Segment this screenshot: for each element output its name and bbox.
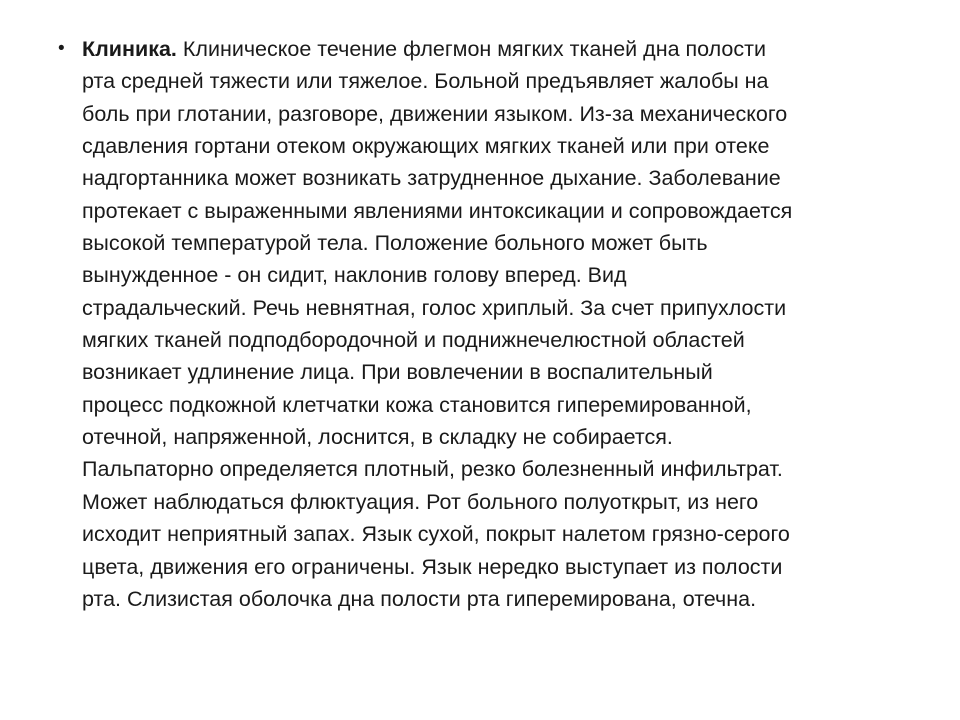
text-line-17: цвета, движения его ограничены. Язык нередко выступает из полости (82, 554, 783, 579)
bullet-item-clinic (58, 33, 918, 615)
text-line-15: Может наблюдаться флюктуация. Рот больного полуоткрыт, из него (82, 489, 759, 514)
text-line-12: процесс подкожной клетчатки кожа становится гиперемированной, (82, 392, 752, 417)
text-line-16: исходит неприятный запах. Язык сухой, покрыт налетом грязно-серого (82, 522, 790, 547)
text-line-3: боль при глотании, разговоре, движении языком. Из-за механического (82, 101, 788, 126)
text-line-18: рта. Слизистая оболочка дна полости рта гиперемирована, отечна. (82, 586, 757, 611)
text-line-4: сдавления гортани отеком окружающих мягких тканей или при отеке (82, 134, 770, 159)
text-line-11: возникает удлинение лица. При вовлечении в воспалительный (82, 360, 713, 385)
text-line-1-body: Клиническое течение флегмон мягких тканей дна полости (176, 37, 766, 61)
text-line-8: вынужденное - он сидит, наклонив голову вперед. Вид (82, 263, 627, 288)
bullet-icon: • (58, 38, 65, 59)
text-line-2: рта средней тяжести или тяжелое. Больной предъявляет жалобы на (82, 69, 769, 94)
slide-content (58, 33, 918, 615)
text-line-6: протекает с выраженными явлениями интоксикации и сопровождается (82, 198, 793, 223)
text-line-10: мягких тканей подподбородочной и поднижнечелюстной областей (82, 328, 745, 353)
text-line-1 (82, 33, 918, 65)
text-line-13: отечной, напряженной, лоснится, в складку не собирается. (82, 425, 673, 450)
lead-heading: Клиника. (82, 37, 177, 61)
text-line-5: надгортанника может возникать затрудненное дыхание. Заболевание (82, 166, 781, 191)
text-line-7: высокой температурой тела. Положение больного может быть (82, 231, 708, 256)
bullet-text (82, 33, 918, 615)
text-line-9: страдальческий. Речь невнятная, голос хриплый. За счет припухлости (82, 295, 787, 320)
text-line-14: Пальпаторно определяется плотный, резко болезненный инфильтрат. (82, 457, 783, 482)
